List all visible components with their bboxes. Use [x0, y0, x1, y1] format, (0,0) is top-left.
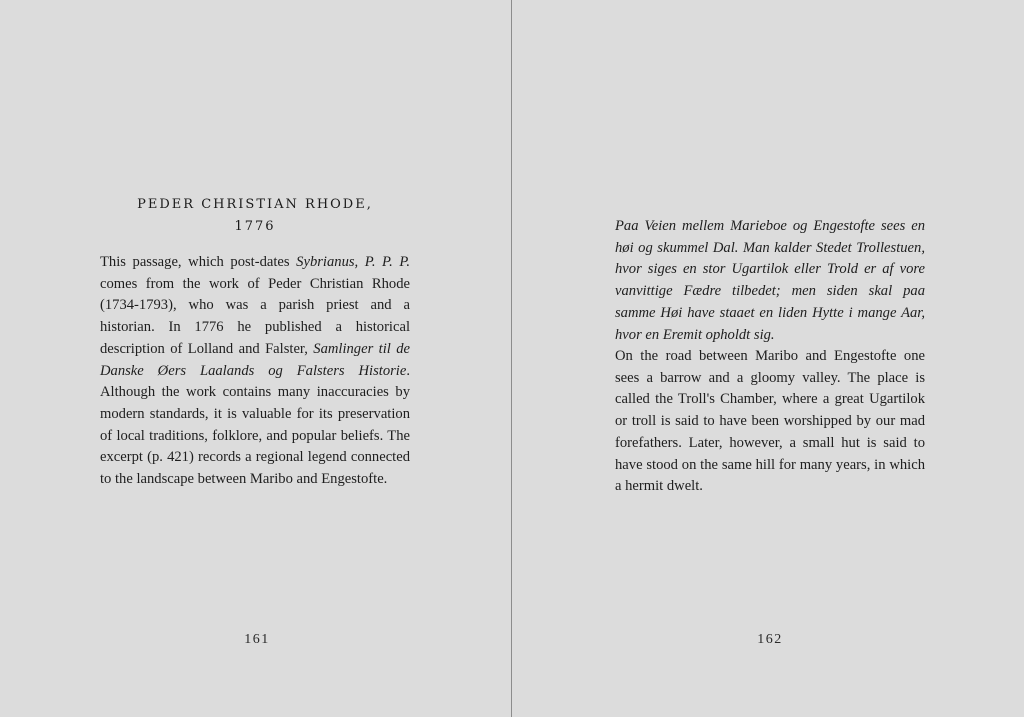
page-number-right: 162 [757, 632, 783, 647]
page-number-left: 161 [244, 632, 270, 647]
chapter-heading: PEDER CHRISTIAN RHODE, [137, 197, 373, 212]
english-translation-text: On the road between Maribo and Engestofte one sees a barrow and a gloomy valley. The place is called the Troll's Chamber, where a great Ugartilok or troll is said to have been worshipped by our mad forefathers. Later, however, a small hut is said to have stood on the same hill for many years, in which a hermit dwelt. [615, 348, 925, 495]
page-gutter-divider [511, 0, 512, 717]
intro-italic-title1: Sybrianus, P. P. P. [296, 254, 410, 270]
left-page [0, 0, 511, 717]
intro-text-part2: comes from the work of Peder Christian Rhode (1734-1793), who was a parish priest and a historian. In 1776 he published a historical description of Lolland and Falster, [100, 275, 410, 357]
danish-original-text: Paa Veien mellem Marieboe og Engestofte sees en høi og skummel Dal. Man kalder Stedet Trollestuen, hvor siges en stor Ugartilok eller Trold er af vore vanvittige Fædre tilbedet; men siden skal paa samme Høi have staaet en liden Hytte i mange Aar, hvor en Eremit opholdt sig. [615, 218, 925, 343]
intro-text-part3: . Although the work contains many inaccuracies by modern standards, it is valuable for its preservation of local traditions, folklore, and popular beliefs. The excerpt (p. 421) records a regional legend connected to the landscape between Maribo and Engestofte. [100, 362, 410, 488]
right-page [513, 0, 1024, 717]
intro-text-part1: This passage, which post-dates [100, 254, 297, 270]
intro-paragraph [100, 252, 410, 491]
intro-italic-title2: Samlinger til de Danske Øers Laalands og Falsters Historie [100, 340, 410, 379]
chapter-heading-year: 1776 [234, 219, 276, 234]
